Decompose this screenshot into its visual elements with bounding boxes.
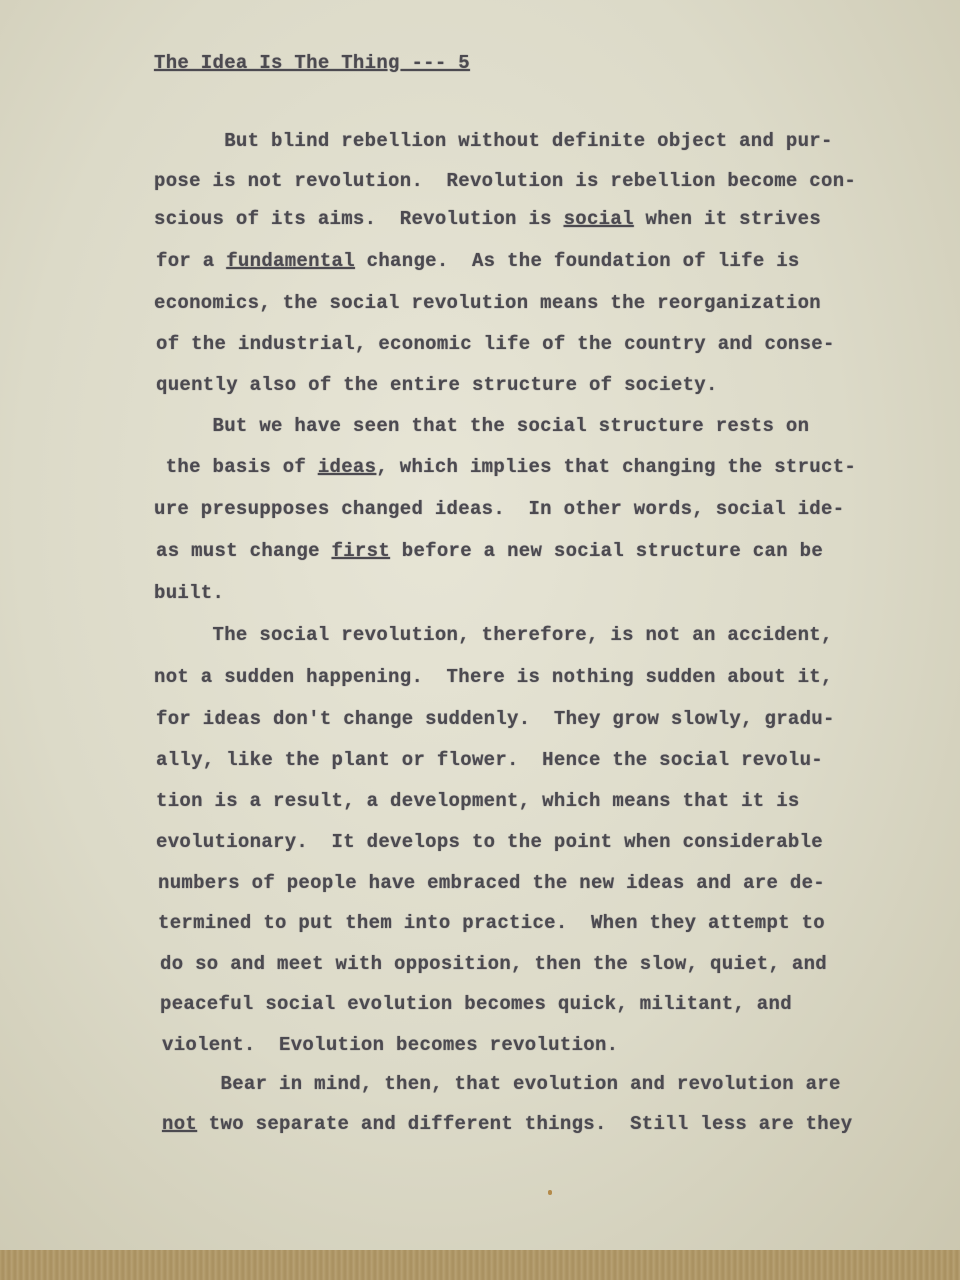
typed-line bbox=[158, 912, 898, 934]
typed-line bbox=[156, 831, 896, 853]
typed-line bbox=[162, 1034, 902, 1056]
typed-line bbox=[162, 1073, 902, 1095]
underlined-word: fundamental bbox=[226, 250, 355, 272]
text-segment: the basis of bbox=[154, 456, 318, 478]
paper-blemish bbox=[548, 1190, 552, 1195]
text-segment: not a sudden happening. There is nothing sudden about it, bbox=[154, 666, 833, 688]
typed-line bbox=[156, 540, 896, 562]
underlined-word: first bbox=[331, 540, 391, 562]
text-segment: change. As the foundation of life is bbox=[354, 250, 800, 272]
text-segment: as must change bbox=[156, 540, 332, 562]
page-heading: The Idea Is The Thing --- 5 bbox=[154, 52, 470, 74]
typed-line bbox=[156, 374, 896, 396]
text-segment: peaceful social evolution becomes quick, militant, and bbox=[160, 993, 792, 1015]
text-segment: built. bbox=[154, 582, 225, 604]
text-segment: scious of its aims. Revolution is bbox=[154, 208, 564, 230]
typed-line bbox=[154, 624, 894, 646]
text-segment: before a new social structure can be bbox=[390, 540, 824, 562]
typed-line bbox=[154, 170, 894, 192]
text-segment: quently also of the entire structure of society. bbox=[156, 374, 718, 396]
typed-line bbox=[154, 498, 894, 520]
text-segment: violent. Evolution becomes revolution. bbox=[162, 1034, 619, 1056]
text-segment: Bear in mind, then, that evolution and revolution are bbox=[162, 1073, 841, 1095]
text-segment: tion is a result, a development, which means that it is bbox=[156, 790, 800, 812]
underlined-word: social bbox=[563, 208, 634, 230]
typed-line bbox=[154, 208, 894, 230]
typed-line bbox=[160, 993, 900, 1015]
text-segment: pose is not revolution. Revolution is rebellion become con- bbox=[154, 170, 857, 192]
desk-surface bbox=[0, 1250, 960, 1280]
typed-line bbox=[156, 749, 896, 771]
text-segment: termined to put them into practice. When they attempt to bbox=[158, 912, 826, 934]
text-segment: two separate and different things. Still less are they bbox=[197, 1113, 853, 1135]
text-segment: do so and meet with opposition, then the slow, quiet, and bbox=[160, 953, 828, 975]
text-segment: The social revolution, therefore, is not an accident, bbox=[154, 624, 833, 646]
typed-line bbox=[154, 292, 894, 314]
typed-line bbox=[162, 1113, 902, 1135]
text-segment: evolutionary. It develops to the point when considerable bbox=[156, 831, 824, 853]
text-segment: for a bbox=[156, 250, 227, 272]
typed-line bbox=[154, 456, 894, 478]
typed-line bbox=[154, 582, 894, 604]
typed-line bbox=[154, 666, 894, 688]
underlined-word: not bbox=[162, 1113, 198, 1135]
text-segment: , which implies that changing the struct- bbox=[376, 456, 857, 478]
typed-line bbox=[154, 415, 894, 437]
text-segment: for ideas don't change suddenly. They grow slowly, gradu- bbox=[156, 708, 835, 730]
text-segment: of the industrial, economic life of the country and conse- bbox=[156, 333, 835, 355]
typed-line bbox=[156, 333, 896, 355]
text-segment: ure presupposes changed ideas. In other words, social ide- bbox=[154, 498, 845, 520]
text-segment: But blind rebellion without definite object and pur- bbox=[154, 130, 833, 152]
text-segment: ally, like the plant or flower. Hence the social revolu- bbox=[156, 749, 824, 771]
typed-line bbox=[156, 708, 896, 730]
typed-line bbox=[160, 953, 900, 975]
typed-line bbox=[156, 250, 896, 272]
typed-line bbox=[158, 872, 898, 894]
text-segment: when it strives bbox=[633, 208, 822, 230]
typed-line bbox=[154, 130, 894, 152]
text-segment: But we have seen that the social structure rests on bbox=[154, 415, 810, 437]
text-segment: numbers of people have embraced the new ideas and are de- bbox=[158, 872, 826, 894]
underlined-word: ideas bbox=[317, 456, 377, 478]
text-segment: economics, the social revolution means the reorganization bbox=[154, 292, 822, 314]
typed-line bbox=[156, 790, 896, 812]
